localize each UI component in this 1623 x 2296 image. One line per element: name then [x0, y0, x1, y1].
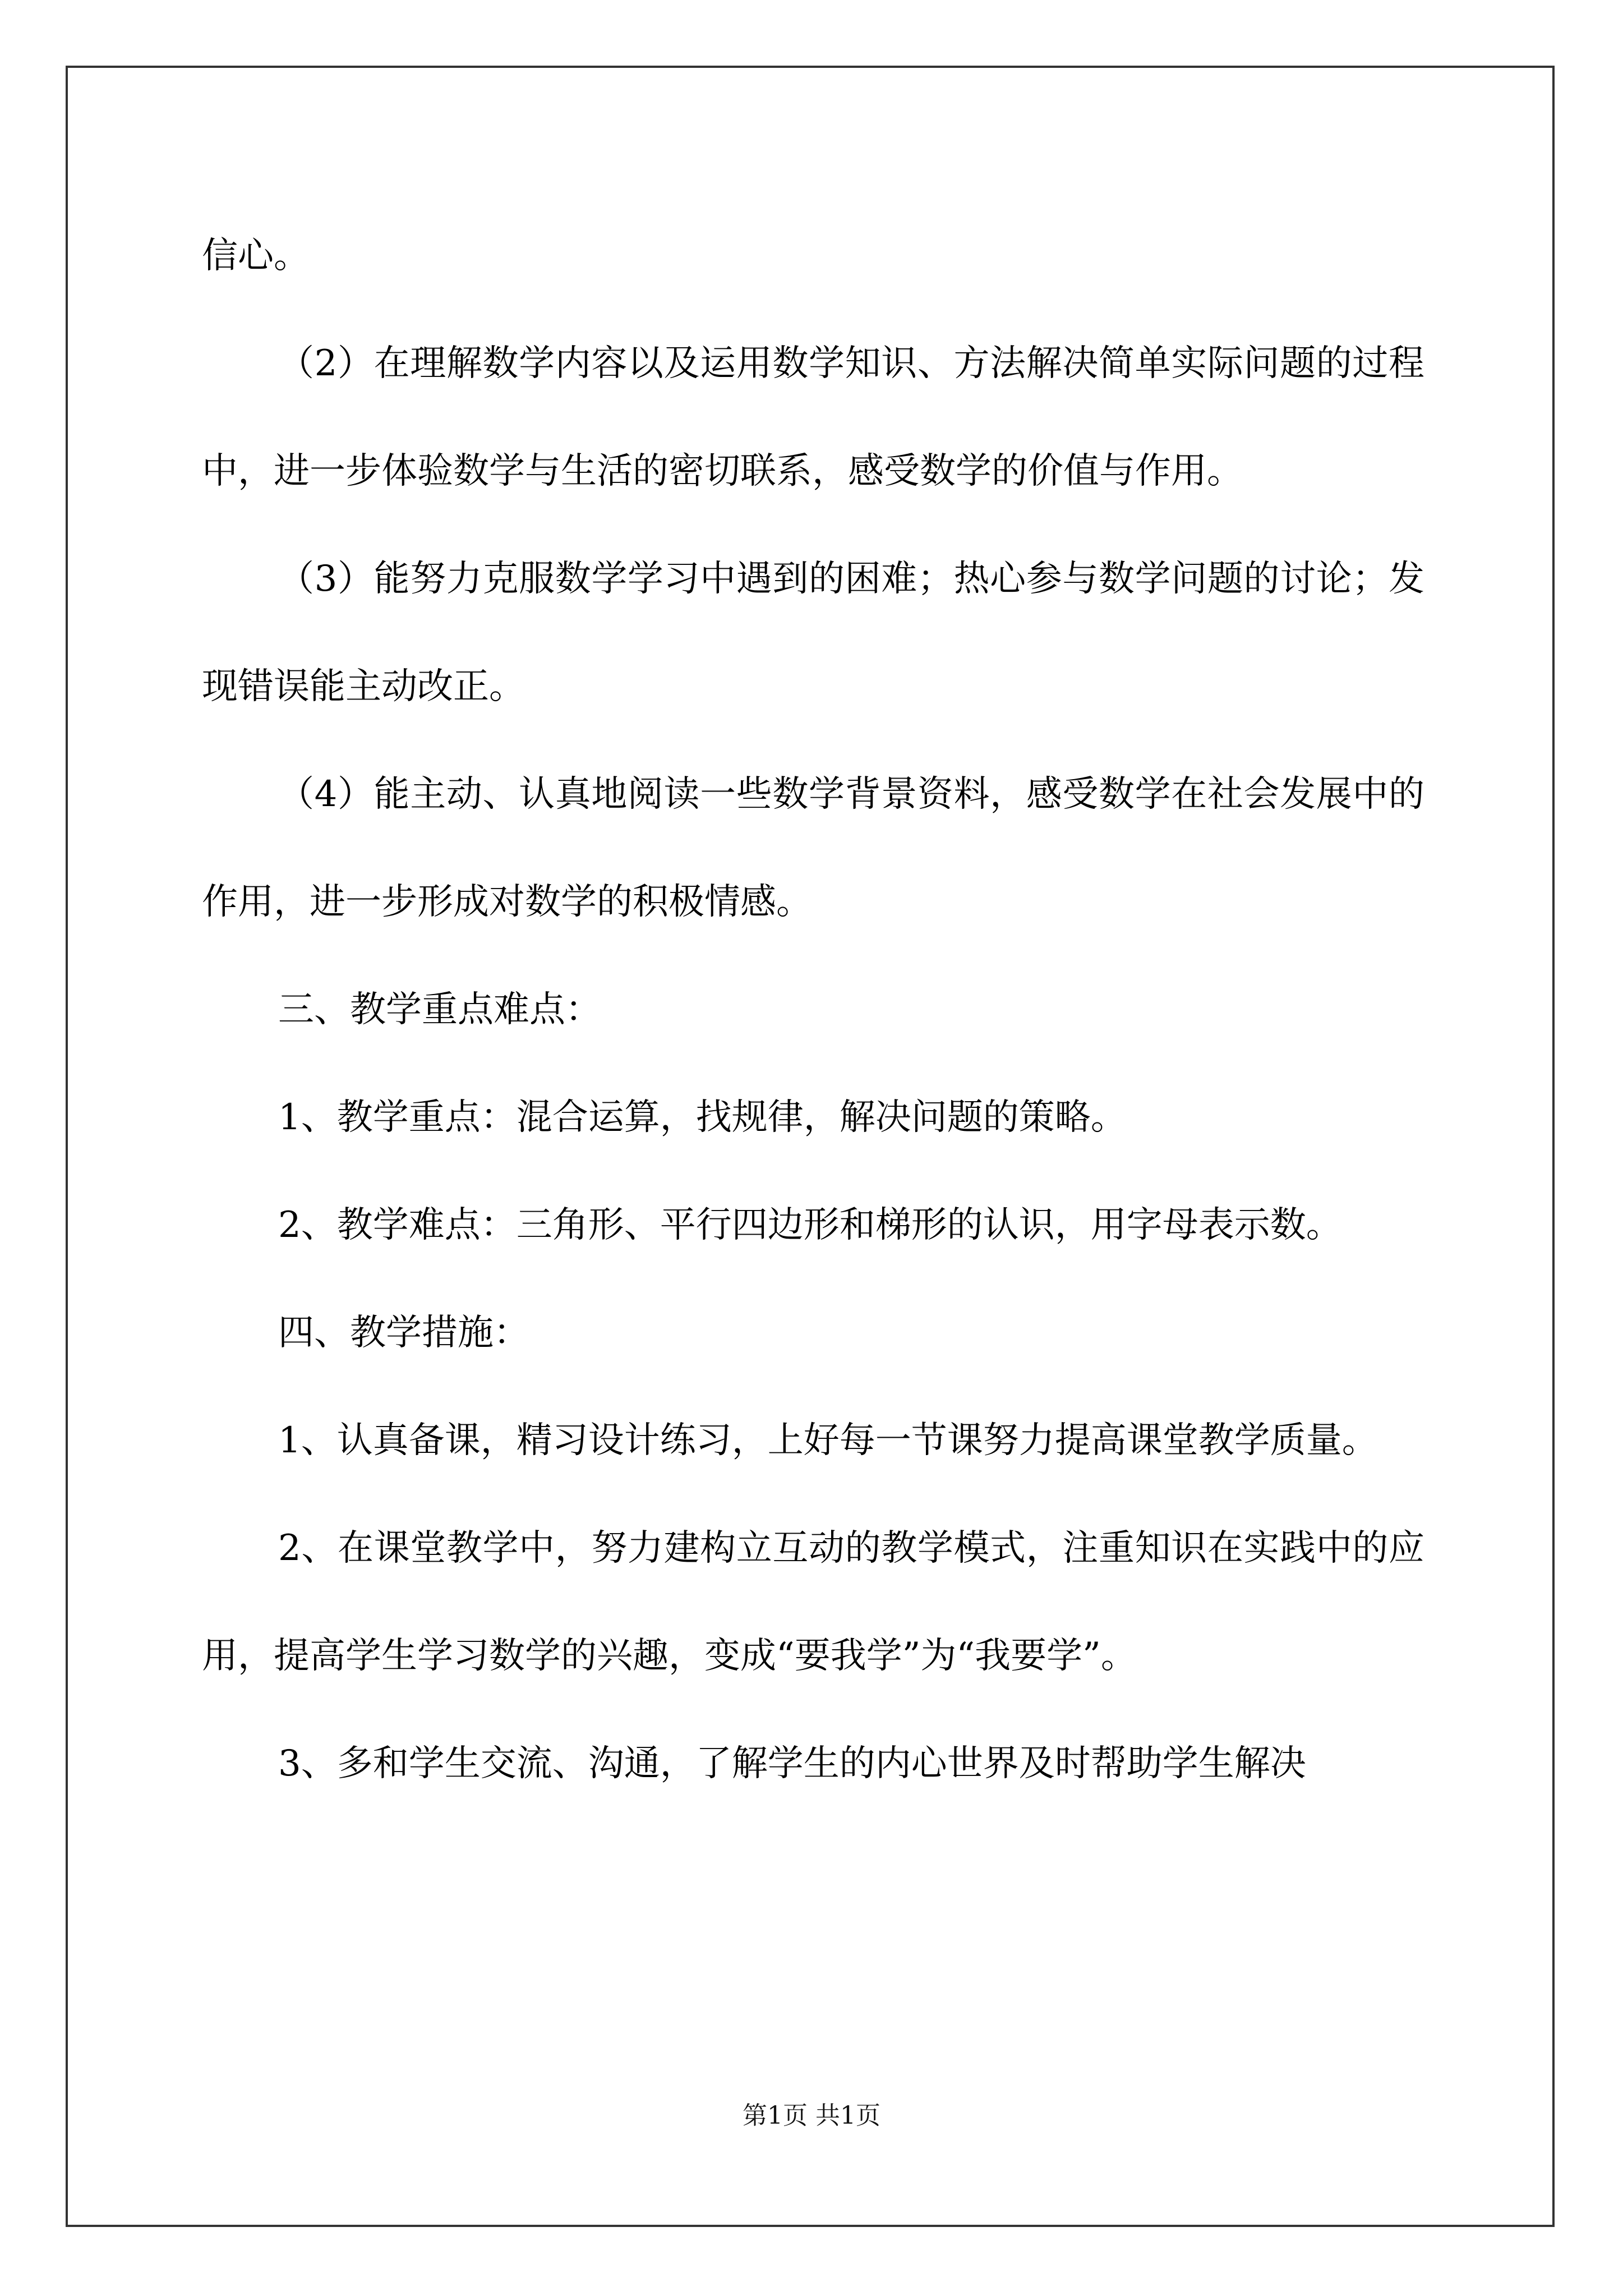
paragraph-9: 3、多和学生交流、沟通，了解学生的内心世界及时帮助学生解决 — [278, 1743, 1306, 1784]
paragraph-1: 信心。 — [202, 235, 310, 277]
paragraph-5: 1、教学重点：混合运算，找规律，解决问题的策略。 — [278, 1097, 1127, 1138]
paragraph-3: （3）能努力克服数学学习中遇到的困难；热心参与数学问题的讨论；发现错误能主动改正。 — [202, 558, 1424, 707]
section-heading-4: 四、教学措施： — [278, 1312, 529, 1354]
paragraph-8: 2、在课堂教学中，努力建构立互动的教学模式，注重知识在实践中的应用，提高学生学习数学的兴趣，变成“要我学”为“我要学”。 — [202, 1527, 1424, 1677]
paragraph-6: 2、教学难点：三角形、平行四边形和梯形的认识，用字母表示数。 — [278, 1204, 1342, 1246]
page-footer: 第1页 共1页 — [743, 2101, 880, 2130]
document-body — [202, 202, 1424, 1818]
paragraph-7: 1、认真备课，精习设计练习，上好每一节课努力提高课堂教学质量。 — [278, 1420, 1378, 1461]
section-heading-3: 三、教学重点难点： — [278, 989, 601, 1030]
paragraph-2: （2）在理解数学内容以及运用数学知识、方法解决简单实际问题的过程中，进一步体验数学与生活的密切联系，感受数学的价值与作用。 — [202, 343, 1424, 492]
paragraph-4: （4）能主动、认真地阅读一些数学背景资料，感受数学在社会发展中的作用，进一步形成对数学的积极情感。 — [202, 774, 1424, 923]
